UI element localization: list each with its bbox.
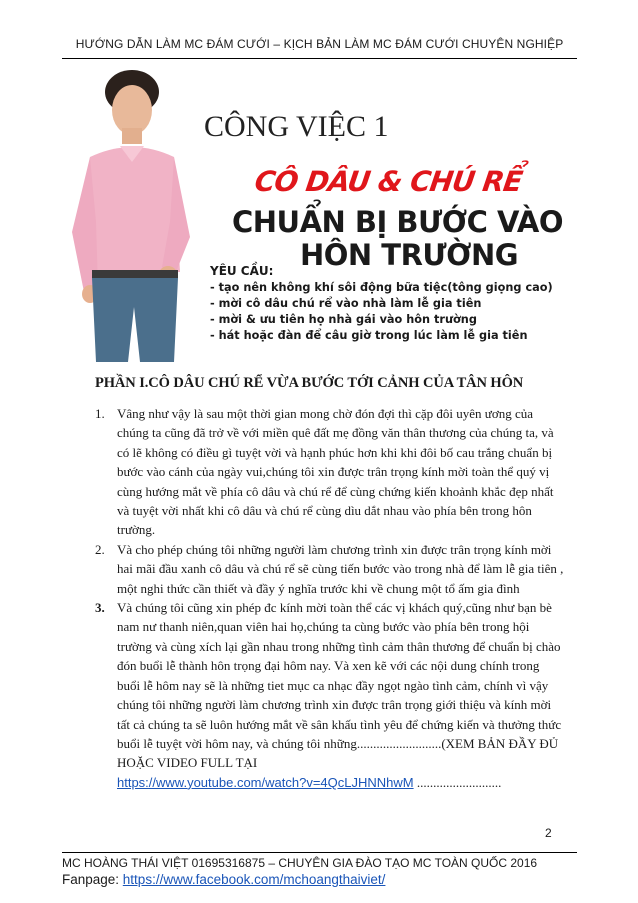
page-header: HƯỚNG DẪN LÀM MC ĐÁM CƯỚI – KỊCH BẢN LÀM MC ĐÁM CƯỚI CHUYÊN NGHIỆP [75,37,564,51]
fanpage-link[interactable]: https://www.facebook.com/mchoangthaiviet/ [122,872,386,887]
youtube-link[interactable]: https://www.youtube.com/watch?v=4QcLJHNNhwM [117,774,414,790]
item-text: Và cho phép chúng tôi những người làm chương trình xin được trân trọng kính mời hai mãi đầu xanh cô dâu và chú rể sẽ cùng tiến bước vào trong nhà để làm lễ gia tiên , một nghi thức cần thiết và đầy ý nghĩa trước khi về chung một tổ ấm gia đình [117,541,564,596]
requirement-item: - tạo nên không khí sôi động bữa tiệc(tông giọng cao) [210,281,553,294]
requirement-item: - mời cô dâu chú rể vào nhà làm lễ gia tiên [210,297,482,310]
banner-headline-line2: HÔN TRƯỜNG [300,238,519,272]
item-number: 3. [95,600,105,616]
page-number: 2 [545,826,552,840]
script-content [95,404,565,792]
footer-divider [62,852,577,853]
banner-script-title: CÔ DÂU & CHÚ RỂ [252,165,524,198]
requirements-heading: YÊU CẦU: [210,264,274,278]
banner-image [62,62,577,362]
list-item [95,404,565,540]
mc-portrait-photo [62,62,210,362]
section-title: PHẦN I.CÔ DÂU CHÚ RỂ VỪA BƯỚC TỚI CẢNH CỦA TÂN HÔN [95,375,524,391]
requirement-item: - mời & ưu tiên họ nhà gái vào hôn trường [210,313,477,326]
list-item [95,540,565,598]
item-text: Vâng như vậy là sau một thời gian mong chờ đón đợi thì cặp đôi uyên ương của chúng ta cũng đã trở về với miền quê đất mẹ đồng văn thân thương của chúng ta, và có lẽ không có điều gì tuyệt vời và hạnh phúc hơn khi khi đôi bố cau trắng chuẩn bị bước vào cánh của ngày vui,chúng tôi xin được trân trọng kính mời toàn thể quý vị cùng hướng mắt về phía cô dâu và chú rể để cùng chứng kiến khoảnh khắc đẹp nhất và tuyệt vời nhất khi cô dâu và chú rể cùng dìu dắt nhau vào phía bên trong hôn trường. [117,406,554,538]
banner-title: CÔNG VIỆC 1 [204,110,389,143]
footer-contact: MC HOÀNG THÁI VIỆT 01695316875 – CHUYÊN GIA ĐÀO TẠO MC TOÀN QUỐC 2016 [62,856,538,870]
footer-fanpage [62,872,385,887]
item-number: 1. [95,406,105,421]
header-divider [62,58,577,59]
fanpage-label: Fanpage: [62,872,123,887]
item-number: 2. [95,541,105,557]
list-item [95,598,565,792]
requirement-item: - hát hoặc đàn để câu giờ trong lúc làm lễ gia tiên [210,329,528,342]
requirements-list [210,280,553,344]
item-trailing: .......................... [413,774,502,790]
banner-headline-line1: CHUẨN BỊ BƯỚC VÀO [232,205,564,239]
item-text: Và chúng tôi cũng xin phép đc kính mời toàn thể các vị khách quý,cũng như bạn bè nam nư thanh niên,quan viên hai họ,chúng ta cùng bước vào phía bên trong hội trường và cùng xích lại gần nhau trong những tình cảm thân thương để chuẩn bị chào đón buổi lễ thành hôn trọng đại hôm nay. Và xen kẽ với các nội dung chính trong buổi lễ hôm nay sẽ là những tiet mục ca nhạc đầy ngọt ngào tình cảm, chính vì vậy chúng tôi những người làm chương trình xin được trân trọng giới thiệu và kính mời tất cả chúng ta sẽ luôn hướng mắt về sân khấu tình yêu để chứng kiến và thưởng thức buổi lễ tuyệt vời hôm nay, và chúng tôi những..........................(XEM BẢN ĐẦY ĐỦ HOẶC VIDEO FULL TẠI [117,600,562,771]
